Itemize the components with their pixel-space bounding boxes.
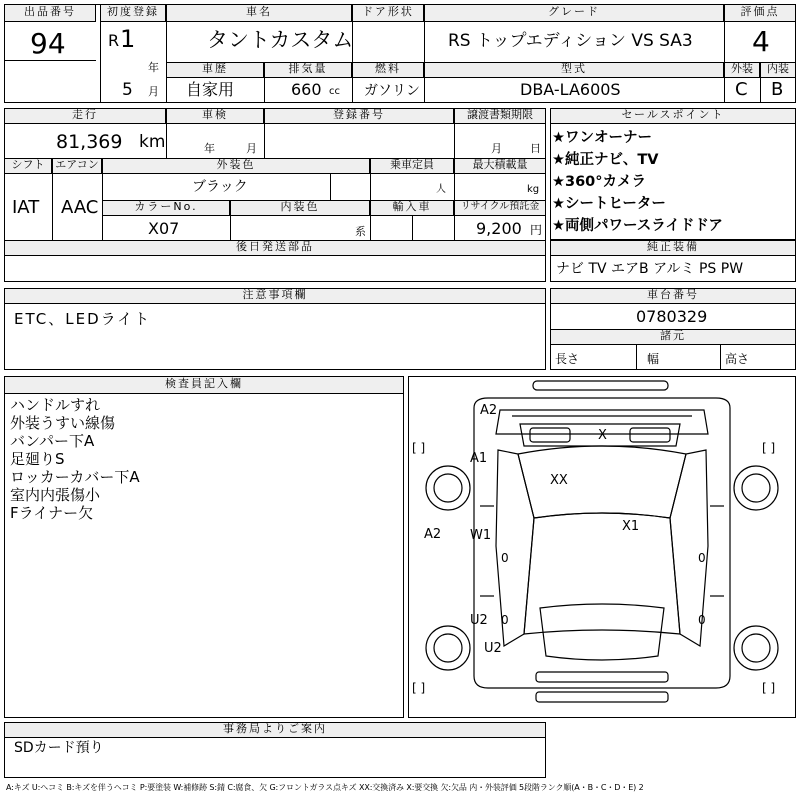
car-name: タントカスタム [207, 28, 354, 52]
reg-year-unit: 年 [148, 61, 159, 74]
colorno-label: カラーNo. [102, 200, 230, 216]
reg-label: 初度登録 [100, 4, 166, 22]
history-label: 車歴 [166, 62, 264, 78]
inspector-line: 足廻りS [10, 450, 65, 468]
door-label: ドア形状 [352, 4, 424, 22]
mileage-unit: km [139, 132, 166, 152]
inspect-month-unit: 月 [246, 142, 257, 155]
mileage-value: 81,369 [56, 131, 123, 153]
mark-a2-top: A2 [480, 403, 498, 418]
ext-value: C [735, 79, 748, 100]
mark-x-windshield: X [598, 428, 607, 443]
later-parts-label: 後日発送部品 [4, 240, 546, 256]
mark-u2-rear: U2 [484, 641, 502, 656]
reg-year: 1 [120, 25, 136, 53]
grade-value: RS トップエディション VS SA3 [448, 31, 693, 51]
equip-label: 純正装備 [550, 240, 796, 256]
int-label: 内装 [760, 62, 796, 78]
chassis-label: 車台番号 [550, 288, 796, 304]
name-label: 車名 [166, 4, 352, 22]
legend: A:キズ U:ヘコミ B:キズを伴うヘコミ P:要塗装 W:補修跡 S:錆 C:腐食、欠 G:フロントガラス点キズ XX:交換済み X:要交換 欠:欠品 内・外装評価 5段階ランク順(A・B・C・D・E) 2 [6, 783, 644, 792]
notes-value: ETC、LEDライト [14, 310, 152, 328]
reg-month-unit: 月 [148, 85, 159, 98]
mark-u2-rear-left: U2 [470, 613, 488, 628]
spec-height-label: 高さ [725, 352, 750, 366]
inspect-label: 車検 [166, 108, 264, 124]
reg-month: 5 [122, 80, 133, 100]
reg-era: R [108, 31, 120, 50]
disp-label: 排気量 [264, 62, 352, 78]
int-value: B [771, 79, 784, 100]
fuel-value: ガソリン [364, 83, 420, 99]
mark-x1-roof: X1 [622, 519, 640, 534]
ac-label: エアコン [52, 158, 102, 174]
model-value: DBA-LA600S [520, 80, 621, 99]
intcolor-label: 内装色 [230, 200, 370, 216]
shift-value: IAT [12, 197, 40, 218]
inspector-label: 検査員記入欄 [4, 376, 404, 394]
mark-xx-roof: XX [550, 473, 568, 488]
regno-label: 登録番号 [264, 108, 454, 124]
inspector-line: バンパー下A [10, 432, 95, 450]
color-value: ブラック [192, 179, 248, 195]
disp-unit: cc [329, 86, 340, 97]
mark-a1-front-left: A1 [470, 451, 488, 466]
import-label: 輸入車 [370, 200, 454, 216]
svg-text:0: 0 [501, 613, 509, 627]
spec-length-label: 長さ [555, 352, 580, 366]
inspector-line: ハンドルすれ [10, 396, 101, 414]
recycle-value: 9,200 [476, 219, 522, 238]
grade-label: グレード [424, 4, 724, 22]
transfer-day-unit: 日 [530, 142, 541, 155]
sales-item: ★ワンオーナー [552, 130, 652, 146]
sales-item: ★純正ナビ、TV [552, 152, 659, 168]
svg-text:0: 0 [501, 551, 509, 565]
inspector-line: 外装うすい線傷 [10, 414, 116, 432]
svg-text:0: 0 [698, 613, 706, 627]
svg-text:[ ]: [ ] [412, 681, 426, 695]
fuel-label: 燃料 [352, 62, 424, 78]
inspector-notes [10, 396, 140, 522]
shift-label: シフト [4, 158, 52, 174]
inspector-line: Fライナー欠 [10, 504, 94, 522]
lot-number: 94 [30, 27, 66, 60]
mark-a2-left: A2 [424, 527, 442, 542]
sales-item: ★両側パワースライドドア [552, 218, 723, 234]
spec-width-label: 幅 [647, 352, 660, 366]
transfer-month-unit: 月 [491, 142, 502, 155]
sales-item: ★360°カメラ [552, 174, 647, 190]
recycle-unit: 円 [530, 223, 543, 237]
svg-text:[ ]: [ ] [762, 441, 776, 455]
capacity-unit: 人 [436, 184, 446, 195]
sales-points-list [552, 127, 723, 237]
disp-value: 660 [291, 80, 322, 99]
load-label: 最大積載量 [454, 158, 546, 174]
inspect-year-unit: 年 [204, 142, 215, 155]
svg-text:0: 0 [698, 551, 706, 565]
equip-value: ナビ TV エアB アルミ PS PW [556, 261, 744, 277]
inspector-line: 室内内張傷小 [10, 486, 101, 504]
ext-label: 外装 [724, 62, 760, 78]
svg-text:[ ]: [ ] [762, 681, 776, 695]
sales-item: ★シートヒーター [552, 196, 666, 212]
history-value: 自家用 [186, 80, 235, 99]
intcolor-unit: 系 [355, 225, 366, 238]
colorno-value: X07 [148, 219, 180, 238]
ac-value: AAC [61, 197, 99, 218]
load-unit: kg [527, 184, 540, 195]
office-value: SDカード預り [14, 740, 104, 756]
recycle-label: リサイクル預託金 [454, 200, 546, 216]
spec-label: 諸元 [550, 329, 796, 345]
car-diagram [408, 376, 796, 718]
inspector-line: ロッカーカバー下A [10, 468, 140, 486]
svg-text:[ ]: [ ] [412, 441, 426, 455]
score-value: 4 [752, 25, 770, 58]
chassis-value: 0780329 [636, 307, 708, 326]
mark-w1-left: W1 [470, 528, 492, 543]
office-label: 事務局よりご案内 [4, 722, 546, 738]
mileage-label: 走行 [4, 108, 166, 124]
notes-label: 注意事項欄 [4, 288, 546, 304]
color-label: 外装色 [102, 158, 370, 174]
capacity-label: 乗車定員 [370, 158, 454, 174]
score-label: 評価点 [724, 4, 796, 22]
model-label: 型式 [424, 62, 724, 78]
transfer-label: 譲渡書類期限 [454, 108, 546, 124]
sales-label: セールスポイント [550, 108, 796, 124]
lot-label: 出品番号 [4, 4, 96, 22]
